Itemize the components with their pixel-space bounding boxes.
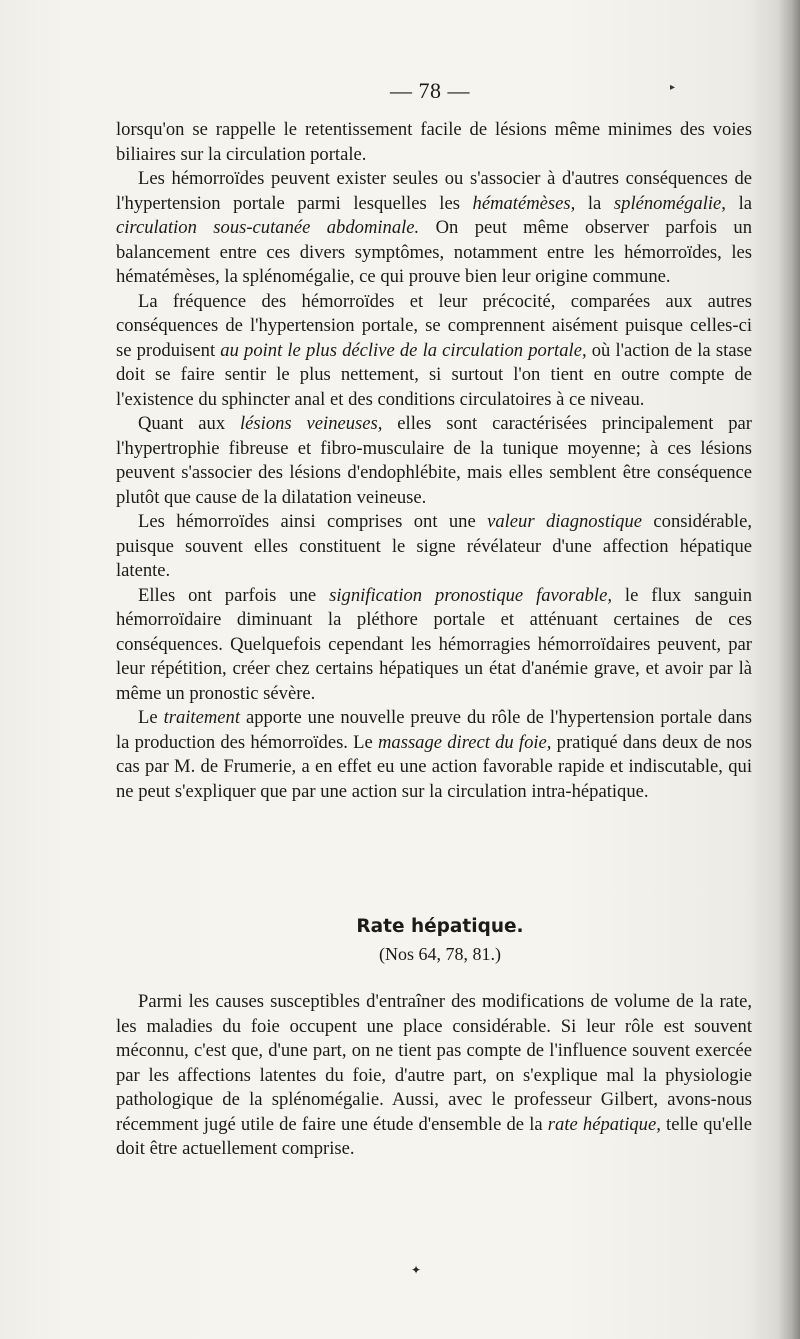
- paragraph-text: apporte une nouvelle preuve du rôle de l'hypertension portale dans la production des hémorroïdes. Le: [116, 707, 752, 753]
- italic-term: au point le plus déclive de la circulation portale,: [220, 339, 587, 361]
- paragraph-text: telle qu'elle doit être actuellement comprise.: [116, 1113, 752, 1159]
- section-reference: (Nos 64, 78, 81.): [379, 944, 501, 964]
- paragraph-1: [116, 118, 752, 167]
- italic-term: valeur diagnostique: [487, 511, 643, 532]
- page-edge-shadow: [778, 0, 800, 1339]
- italic-term: traitement: [163, 707, 240, 728]
- paragraph-text: Les hémorroïdes peuvent exister seules ou s'associer à d'autres conséquences de l'hypertension portale parmi lesquelles les: [116, 168, 752, 214]
- paragraph-2: [116, 167, 752, 290]
- paragraph-5: [116, 510, 752, 584]
- section-text: [116, 990, 752, 1162]
- page-number: — 78 —: [390, 78, 470, 103]
- paragraph-text: la: [575, 192, 614, 214]
- paragraph-7: [116, 706, 752, 804]
- paragraph-text: La fréquence des hémorroïdes et leur précocité, comparées aux autres conséquences de l'hypertension portale, se comprennent aisément puisque celles-ci se produisent: [116, 290, 752, 361]
- paragraph-text: la: [725, 192, 752, 214]
- paragraph-text: Les hémorroïdes ainsi comprises ont une: [138, 511, 488, 532]
- italic-term: lésions veineuses,: [240, 413, 383, 434]
- italic-term: rate hépatique,: [547, 1113, 661, 1135]
- paragraph-text: considérable, puisque souvent elles constituent le signe révélateur d'une affection hépatique latente.: [116, 511, 753, 581]
- italic-term: massage direct du foie,: [377, 731, 552, 753]
- paragraph-text: Parmi les causes susceptibles d'entraîner des modifications de volume de la rate, les maladies du foie occupent une place considérable. Si leur rôle est souvent méconnu, c'est que, d'une part, on ne tient pas compte de l'influence souvent exercée par les affections latentes du foie, d'autre part, on s'explique mal la physiologie pathologique de la splénomégalie. Aussi, avec le professeur Gilbert, avons-nous récemment jugé utile de faire une étude d'ensemble de la: [116, 991, 752, 1135]
- main-text: [116, 118, 752, 804]
- paragraph-text: Le: [138, 707, 164, 728]
- italic-term: hématémèses,: [472, 192, 576, 214]
- paragraph-text: le flux sanguin hémorroïdaire diminuant la pléthore portale et atténuant certaines de ces conséquences. Quelquefois cependant les hémorragies hémorroïdaires peuvent, par leur répétition, créer chez certains hépatiques un état d'anémie grave, et avoir par là même un pronostic sévère.: [116, 584, 752, 704]
- ink-ornament-icon: ✦: [411, 1263, 422, 1277]
- paragraph-text: pratiqué dans deux de nos cas par M. de Frumerie, a en effet eu une action favorable rapide et indiscutable, qui ne peut s'expliquer que par une action sur la circulation intra-hépatique.: [116, 731, 752, 802]
- italic-term: signification pronostique favorable,: [329, 584, 612, 606]
- paragraph-text: elles sont caractérisées principalement par l'hypertrophie fibreuse et fibro-musculaire de la tunique moyenne; à ces lésions peuvent s'associer des lésions d'endophlébite, mais elles semblent être conséquence plutôt que cause de la dilatation veineuse.: [116, 413, 752, 508]
- paragraph-3: [116, 290, 752, 413]
- italic-term: splénomégalie,: [613, 192, 726, 214]
- paragraph-text: lorsqu'on se rappelle le retentissement facile de lésions même minimes des voies biliaires sur la circulation portale.: [116, 119, 752, 165]
- italic-term: circulation sous-cutanée abdominale.: [116, 217, 420, 238]
- paragraph-6: [116, 584, 752, 707]
- paragraph-text: Elles ont parfois une: [138, 584, 330, 606]
- ink-mark: ▸: [670, 82, 676, 93]
- paragraph-4: [116, 412, 752, 510]
- section-paragraph-1: [116, 990, 752, 1162]
- paragraph-text: où l'action de la stase doit se faire sentir le plus nettement, si surtout l'on tient en outre compte de l'existence du sphincter anal et des conditions circulatoires à ce niveau.: [116, 339, 752, 410]
- paragraph-text: Quant aux: [138, 413, 241, 434]
- paragraph-text: On peut même observer parfois un balancement entre ces divers symptômes, notamment entre les hémorroïdes, les hématémèses, la splénomégalie, ce qui prouve bien leur origine commune.: [116, 217, 752, 287]
- section-title: Rate hépatique.: [356, 916, 524, 937]
